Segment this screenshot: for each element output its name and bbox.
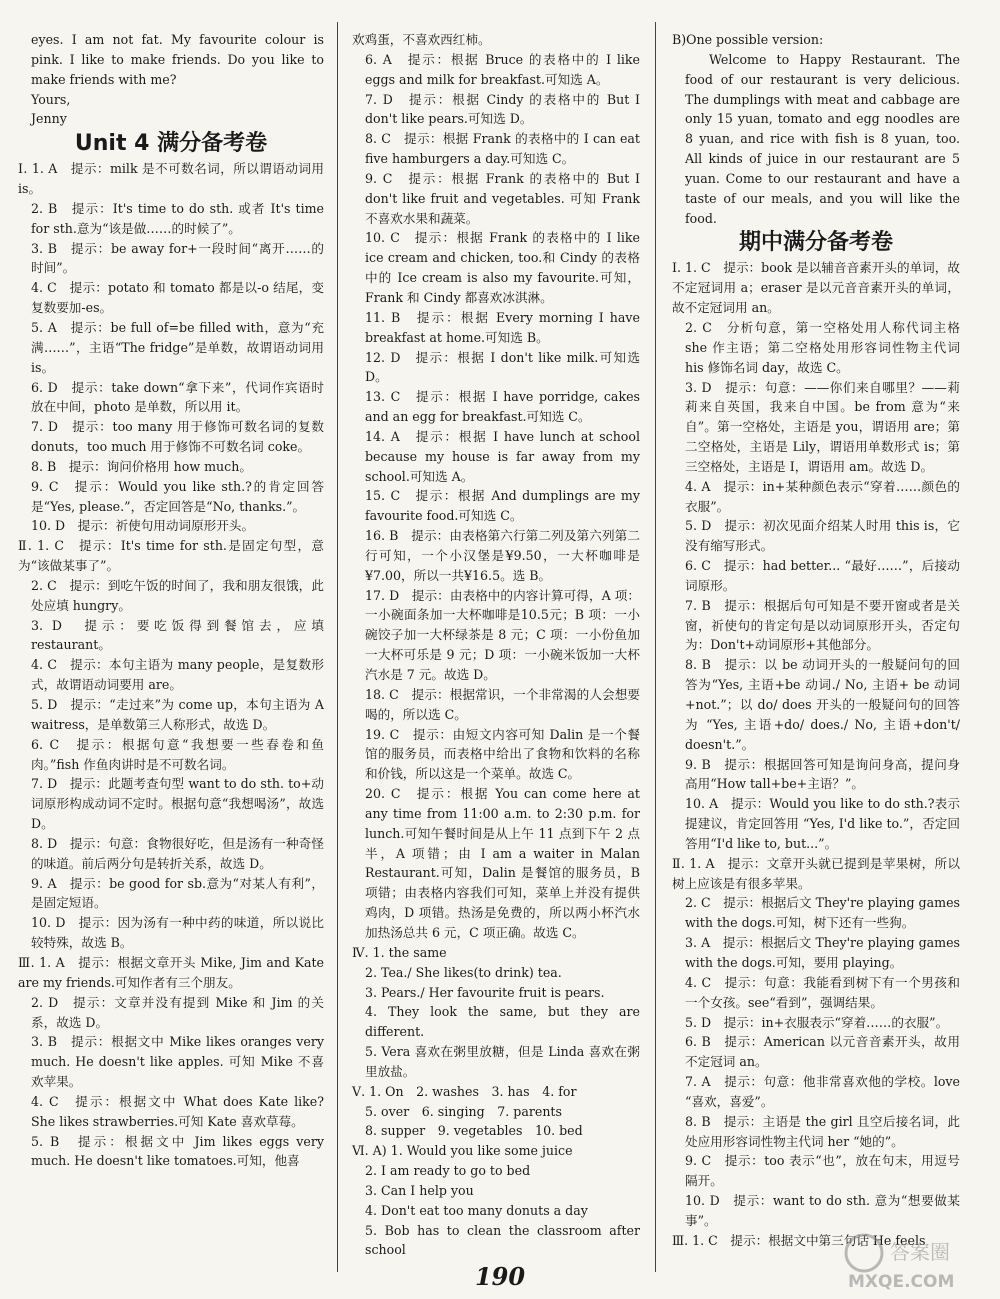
answer-item: 9. C 提示：根据 Frank 的表格中的 But I don't like fruit and vegetables. 可知 Frank 不喜欢水果和蔬菜。: [365, 170, 640, 226]
answer-item: 3. Pears./ Her favourite fruit is pears.: [365, 984, 605, 1000]
answer-item: 3. Can I help you: [365, 1182, 474, 1198]
answer-item: 17. D 提示：由表格中的内容计算可得，A 项：一小碗面条加一大杯咖啡是10.5元；B 项：一小碗饺子加一大杯绿茶是 8 元；C 项：一小份鱼加一大杯可乐是 9 元；D 项：一小碗米饭加一大杯汽水是 7 元。故选 D。: [365, 587, 640, 682]
essay-label: B)One possible version:: [672, 32, 824, 47]
watermark-glyph: 答案圈: [890, 1240, 950, 1264]
answer-item: Ⅵ. A) 1. Would you like some juice: [352, 1143, 573, 1159]
answer-item: 4. C 提示：根据文中 What does Kate like? She likes strawberries.可知 Kate 喜欢草莓。: [31, 1093, 324, 1129]
answer-item: Ⅱ. 1. C 提示：It's time for sth.是固定句型，意为“该做某事了”。: [18, 538, 324, 574]
answer-item: 9. B 提示：根据回答可知是询问身高，提问身高用“How tall+be+主语？”。: [685, 756, 960, 792]
answer-item: Ⅱ. 1. A 提示：文章开头就已提到是苹果树，所以树上应该是有很多苹果。: [672, 855, 960, 891]
answer-item: 7. D 提示：根据 Cindy 的表格中的 But I don't like pears.可知选 D。: [365, 91, 640, 127]
section-heading-unit4: Unit 4 满分备考卷: [74, 131, 268, 157]
answer-item: 5. over 6. singing 7. parents: [365, 1103, 562, 1119]
answer-item: Ⅳ. 1. the same: [352, 944, 447, 960]
answer-item: 9. C 提示：Would you like sth.?的肯定回答是“Yes, please.”，否定回答是“No, thanks.”。: [31, 478, 324, 514]
answer-item: 10. D 提示：want to do sth. 意为“想要做某事”。: [685, 1193, 960, 1228]
answer-item: 7. D 提示：此题考查句型 want to do sth. to+动词原形构成动词不定时。根据句意“我想喝汤”，故选 D。: [31, 776, 324, 832]
answer-item: 10. A 提示：Would you like to do sth.?表示提建议，肯定回答用 “Yes, I'd like to.”，否定回答用“I'd like to, but...”。: [685, 796, 960, 851]
answer-item: 2. C 分析句意，第一空格处用人称代词主格 she 作主语；第二空格处用形容词性物主代词 his 修饰名词 day，故选 C。: [685, 319, 960, 375]
answer-item: 4. They look the same, but they are different.: [365, 1004, 640, 1040]
answer-item: 7. B 提示：根据后句可知是不要开窗或者是关窗，祈使句的肯定句是以动词原形开头，否定句为：Don't+动词原形+其他部分。: [685, 597, 960, 653]
answer-item: 4. C 提示：句意：我能看到树下有一个男孩和一个女孩。see“看到”，强调结果。: [685, 974, 960, 1010]
watermark-logo: [842, 1231, 992, 1293]
answer-item: 5. D 提示：初次见面介绍某人时用 this is，它没有缩写形式。: [685, 518, 960, 554]
letter-closing-text: eyes. I am not fat. My favourite colour is pink. I like to make friends. Do you like to make friends with me?: [31, 32, 324, 87]
answer-item: 6. D 提示：take down“拿下来”，代词作宾语时放在中间，photo 是单数，所以用 it。: [31, 379, 324, 415]
answer-item: 5. Vera 喜欢在粥里放糖，但是 Linda 喜欢在粥里放盐。: [365, 1044, 640, 1079]
answer-item: 8. supper 9. vegetables 10. bed: [365, 1123, 583, 1139]
answer-item: 2. D 提示：文章并没有提到 Mike 和 Jim 的关系，故选 D。: [31, 994, 324, 1030]
answer-item: 7. D 提示：too many 用于修饰可数名词的复数 donuts，too much 用于修饰不可数名词 coke。: [31, 419, 324, 455]
answer-item: 8. B 提示：以 be 动词开头的一般疑问句的回答为“Yes, 主语+be 动词./ No, 主语+ be 动词+not.”；以 do/ does 开头的一般疑问句的回答为 “Yes, 主语+do/ does./ No, 主语+don't/ doesn't.”。: [685, 657, 960, 752]
section-heading-midterm: 期中满分备考卷: [738, 230, 893, 256]
answer-item: 5. D 提示：“走过来”为 come up，本句主语为 A waitress，是单数第三人称形式，故选 D。: [31, 697, 324, 732]
answer-item: 6. C 提示：根据句意“我想要一些春卷和鱼肉。”fish 作鱼肉讲时是不可数名词。: [31, 736, 324, 772]
answer-item: 8. B 提示：主语是 the girl 且空后接名词，此处应用形容词性物主代词 her “她的”。: [685, 1113, 960, 1149]
answer-item: 10. C 提示：根据 Frank 的表格中的 I like ice cream and chicken, too.和 Cindy 的表格中的 Ice cream is also my favourite.可知，Frank 和 Cindy 都喜欢冰淇淋。: [365, 230, 640, 305]
answer-item: 9. A 提示：be good for sb.意为“对某人有利”，是固定短语。: [31, 875, 324, 911]
answer-item: 18. C 提示：根据常识，一个非常渴的人会想要喝的，所以选 C。: [365, 686, 640, 722]
answer-item: 5. D 提示：in+衣服表示“穿着……的衣服”。: [685, 1014, 949, 1030]
answer-item: 4. C 提示：potato 和 tomato 都是以-o 结尾，变复数要加-es。: [31, 280, 324, 316]
answer-item: Ⅰ. 1. A 提示：milk 是不可数名词，所以谓语动词用 is。: [18, 161, 324, 197]
answer-item: 11. B 提示：根据 Every morning I have breakfast at home.可知选 B。: [365, 309, 640, 345]
answer-item: 10. D 提示：因为汤有一种中药的味道，所以说比较特殊，故选 B。: [31, 915, 324, 951]
answer-item: 8. B 提示：询问价格用 how much。: [31, 458, 252, 474]
answer-item: 5. Bob has to clean the classroom after school: [365, 1222, 640, 1258]
answer-item: 6. C 提示：had better... “最好……”，后接动词原形。: [685, 558, 960, 593]
answer-item: Ⅲ. 1. A 提示：根据文章开头 Mike, Jim and Kate are my friends.可知作者有三个朋友。: [18, 954, 324, 990]
column-right: [672, 30, 960, 1251]
answer-item: 3. D 提示：要吃饭得到餐馆去，应填 restaurant。: [31, 617, 324, 653]
answer-item: 8. D 提示：句意：食物很好吃，但是汤有一种奇怪的味道。前后两分句是转折关系，故选 D。: [31, 835, 324, 871]
page-number: 190: [474, 1262, 526, 1291]
essay-text: Welcome to Happy Restaurant. The food of our restaurant is very delicious. The dumplings with meat and cabbage are only 15 yuan, tomato and egg noodles are 8 yuan, and rice with fish is 8 yuan, too. All kinds of juice in our restaurant are 5 yuan. Come to our restaurant and have a taste of our meals, and you will like the food.: [685, 51, 960, 226]
answer-item: Ⅲ. 1. C 提示：根据文中第三句话 He feels: [672, 1232, 926, 1248]
answer-item: 3. B 提示：根据文中 Mike likes oranges very much. He doesn't like apples. 可知 Mike 不喜欢苹果。: [31, 1034, 324, 1090]
answer-item: 4. Don't eat too many donuts a day: [365, 1202, 588, 1218]
column-left: [18, 30, 324, 1171]
answer-item: 9. C 提示：too 表示“也”，放在句末，用逗号隔开。: [685, 1153, 960, 1189]
answer-item: Ⅴ. 1. On 2. washes 3. has 4. for: [352, 1083, 577, 1099]
answer-item: 7. A 提示：句意：他非常喜欢他的学校。love “喜欢，喜爱”。: [685, 1074, 960, 1109]
answer-item: 16. B 提示：由表格第六行第二列及第六列第二行可知，一个小汉堡是¥9.50，一大杯咖啡是¥7.00，所以一共¥16.5。选 B。: [365, 528, 640, 583]
answer-item: 6. B 提示：American 以元音音素开头，故用不定冠词 an。: [685, 1034, 960, 1070]
answer-item: 6. A 提示：根据 Bruce 的表格中的 I like eggs and milk for breakfast.可知选 A。: [365, 51, 640, 87]
answer-item: 2. C 提示：根据后文 They're playing games with the dogs.可知，树下还有一些狗。: [685, 895, 960, 931]
answer-item: 3. A 提示：根据后文 They're playing games with the dogs.可知，要用 playing。: [685, 935, 960, 970]
answer-item: 2. I am ready to go to bed: [365, 1163, 531, 1179]
answer-item: 2. Tea./ She likes(to drink) tea.: [365, 964, 562, 980]
letter-yours: Yours,: [31, 91, 71, 107]
answer-item: 10. D 提示：祈使句用动词原形开头。: [31, 518, 255, 534]
answer-item: 14. A 提示：根据 I have lunch at school because my house is far away from my school.可知选 A。: [365, 428, 640, 484]
answer-item: 19. C 提示：由短文内容可知 Dalin 是一个餐馆的服务员，而表格中给出了食物和饮料的名称和价钱，所以这是一个菜单。故选 C。: [365, 726, 640, 782]
answer-item: 5. B 提示：根据文中 Jim likes eggs very much. He doesn't like tomatoes.可知，他喜: [31, 1133, 324, 1169]
column-middle: [352, 30, 640, 1260]
watermark-text: MXQE.COM: [848, 1272, 955, 1292]
answer-item: 4. A 提示：in+某种颜色表示“穿着……颜色的衣服”。: [685, 478, 960, 514]
answer-item: 3. D 提示：句意：——你们来自哪里？——莉莉来自英国，我来自中国。be from 意为“来自”。第一空格处，主语是 you，谓语用 are；第二空格处，主语是 Lily，谓语用单数形式 is；第三空格处，主语是 I，谓语用 am。故选 D。: [685, 379, 960, 474]
answer-item: 3. B 提示：be away for+一段时间“离开……的时间”。: [31, 240, 324, 276]
answer-continuation: 欢鸡蛋，不喜欢西红柿。: [352, 32, 491, 47]
answer-item: 13. C 提示：根据 I have porridge, cakes and an egg for breakfast.可知选 C。: [365, 389, 640, 425]
letter-signature: Jenny: [31, 111, 67, 127]
answer-item: 12. D 提示：根据 I don't like milk.可知选 D。: [365, 349, 640, 385]
answer-item: 4. C 提示：本句主语为 many people，是复数形式，故谓语动词要用 are。: [31, 657, 324, 693]
answer-item: 15. C 提示：根据 And dumplings are my favourite food.可知选 C。: [365, 488, 640, 524]
answer-item: Ⅰ. 1. C 提示：book 是以辅音音素开头的单词，故不定冠词用 a；eraser 是以元音音素开头的单词，故不定冠词用 an。: [672, 260, 960, 316]
answer-item: 2. C 提示：到吃午饭的时间了，我和朋友很饿，此处应填 hungry。: [31, 577, 324, 613]
answer-item: 5. A 提示：be full of=be filled with，意为“充满……”，主语“The fridge”是单数，故谓语动词用 is。: [31, 319, 324, 375]
answer-item: 2. B 提示：It's time to do sth. 或者 It's time for sth.意为“该是做……的时候了”。: [31, 200, 324, 236]
answer-item: 8. C 提示：根据 Frank 的表格中的 I can eat five hamburgers a day.可知选 C。: [365, 131, 640, 167]
answer-item: 20. C 提示：根据 You can come here at any time from 11:00 a.m. to 2:30 p.m. for lunch.可知午餐时间是从上午 11 点到下午 2 点半，A 项错；由 I am a waiter in Malan Restaurant.可知，Dalin 是餐馆的服务员，B 项错；由表格内容我们可知，菜单上并没有提供鸡肉，D 项错。热汤是免费的，所以两小杯汽水加热汤总共 6 元，C 项正确。故选 C。: [365, 786, 640, 940]
